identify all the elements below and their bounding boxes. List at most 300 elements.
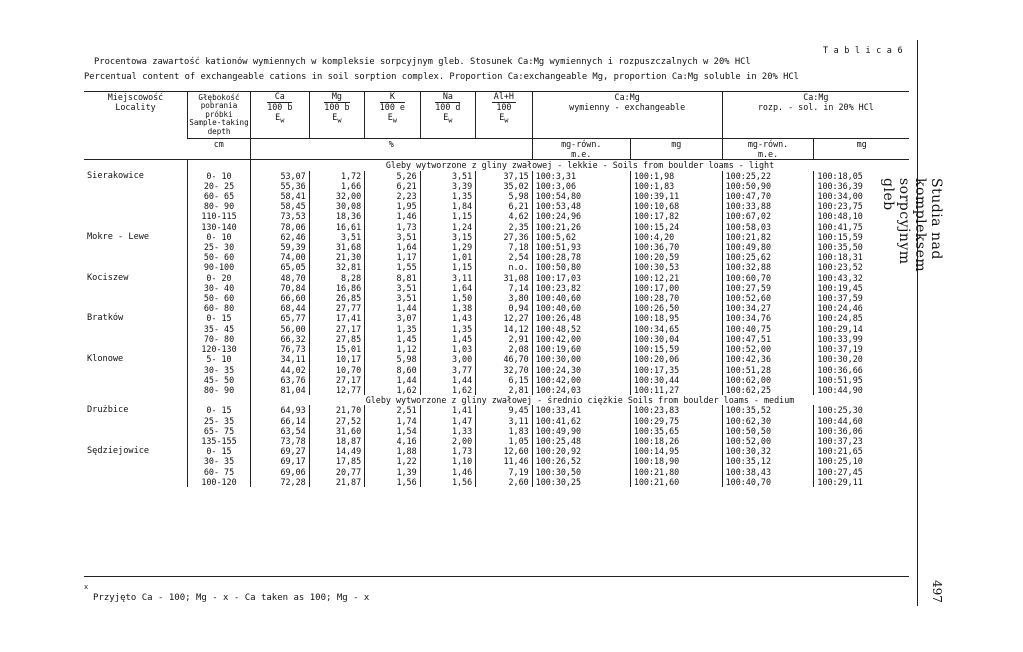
cell-value: 100:48,52 [535,323,582,334]
cell-value: 1,73 [396,221,417,232]
alh-values [476,313,533,354]
depth-values [188,273,251,314]
cell-value: 2,91 [508,333,529,344]
cell-value: 100:25,22 [725,170,772,181]
cell-value: 100:52,60 [725,293,772,304]
depth-value: 60- 80 [203,303,235,314]
cell-value: 100:47,51 [725,333,772,344]
cell-value: 65,05 [280,262,306,273]
cell-value: 63,54 [280,425,306,436]
k-values [365,354,420,395]
cell-value: 1,95 [396,201,417,212]
cell-value: 3,07 [396,313,417,324]
ex-mg-values [630,273,722,314]
cell-value: 100:12,21 [633,272,680,283]
cell-value: 3,11 [508,415,529,426]
cell-value: 100:44,90 [817,384,863,395]
cell-value: 100:29,75 [633,415,680,426]
cell-value: 100:30,53 [633,262,680,273]
cell-value: 100:30,25 [535,476,582,487]
ca-values [250,354,309,395]
cell-value: 3,51 [451,170,473,181]
sol-mg-values [814,354,909,395]
cell-value: 100:42,00 [535,333,582,344]
cell-value: 2,54 [508,252,529,263]
camg-sol-title: Ca:Mg [803,92,829,102]
cell-value: 1,73 [451,446,473,457]
locality-cell: Bratków [87,313,124,324]
cell-value: 12,60 [503,446,529,457]
cell-value: 100:5,62 [535,231,577,242]
ew-label: E [275,112,281,122]
cell-value: 3,77 [451,364,473,375]
cell-value: 3,51 [396,231,417,242]
cell-value: 6,21 [508,201,529,212]
depth-value: 100-120 [201,476,237,487]
cell-value: 12,77 [335,384,362,395]
cell-value: 37,15 [503,170,529,181]
ca-header [250,92,309,139]
cell-value: 100:17,03 [535,272,582,283]
cell-value: 100:27,59 [725,282,772,293]
cell-value: 100:18,26 [633,435,680,446]
cell-value: 100:27,45 [817,466,863,477]
banner-spacer [188,395,251,405]
cell-value: 1,44 [451,374,473,385]
header-row-2 [84,139,909,160]
locality-cell: Mokre - Lewe [87,231,150,242]
cell-value: 21,70 [335,405,362,416]
cell-value: n.o. [508,262,529,273]
cell-value: 100:1,83 [633,180,675,191]
cell-value: 1,41 [451,405,473,416]
cell-value: 100:15,24 [633,221,680,232]
cell-value: 100:48,10 [817,211,863,222]
locality-cell: Klonowe [87,354,124,365]
k-values [365,446,420,487]
cell-value: 32,00 [335,191,362,202]
cell-value: 1,74 [396,415,417,426]
depth-value: 0- 10 [206,231,232,242]
mg-values [309,313,364,354]
cell-value: 100:18,95 [633,313,680,324]
cell-value: 1,03 [451,344,473,355]
cell-value: 100:19,45 [817,282,863,293]
cell-value: 58,41 [280,191,306,202]
cell-value: 14,12 [503,323,529,334]
cell-value: 1,43 [451,313,473,324]
depth-value: 70- 80 [203,333,235,344]
cell-value: 32,81 [335,262,362,273]
cell-value: 100:37,19 [817,344,863,355]
cell-value: 27,77 [335,303,362,314]
k-values [365,232,420,273]
cell-value: 1,33 [451,425,473,436]
cell-value: 5,98 [508,191,529,202]
depth-values [188,354,251,395]
cell-value: 100:35,52 [725,405,772,416]
cell-value: 100:25,48 [535,435,582,446]
cell-value: 2,00 [451,435,473,446]
cell-value: 4,16 [396,435,417,446]
cell-value: 100:35,12 [725,456,772,467]
cell-value: 100:35,50 [817,242,863,253]
alh-header [476,92,533,139]
na-header [420,92,475,139]
cell-value: 69,17 [280,456,306,467]
cell-value: 66,32 [280,333,306,344]
cell-value: 100:51,28 [725,364,772,375]
cell-value: 100:19,60 [535,344,582,355]
ca-values [250,273,309,314]
cell-value: 100:28,70 [633,293,680,304]
cell-value: 100:3,06 [535,180,577,191]
cell-value: 44,02 [280,364,306,375]
cell-value: 100:15,59 [633,344,680,355]
depth-value: 0- 10 [206,170,232,181]
cell-value: 73,53 [280,211,306,222]
cell-value: 100:62,30 [725,415,772,426]
ex-me-values [532,273,630,314]
cell-value: 100:28,78 [535,252,582,263]
cell-value: 20,77 [335,466,362,477]
caption-polish: Procentowa zawartość kationów wymiennych w kompleksie sorpcyjnym gleb. Stosunek Ca:Mg wymiennych i rozpuszczalnych w 20% HCl [94,57,751,67]
cell-value: 100:23,82 [535,282,582,293]
k-num: K [380,92,405,103]
cell-value: 100:50,80 [535,262,582,273]
cell-value: 10,17 [335,354,362,365]
cell-value: 100:21,65 [817,446,863,457]
cell-value: 100:25,62 [725,252,772,263]
depth-value: 65- 75 [203,425,235,436]
cell-value: 3,80 [508,293,529,304]
cell-value: 100:17,00 [633,282,680,293]
cell-value: 100:33,99 [817,333,863,344]
cell-value: 2,23 [396,191,417,202]
cell-value: 1,05 [508,435,529,446]
ew-label: E [387,112,393,122]
cell-value: 2,35 [508,221,529,232]
cell-value: 31,08 [503,272,529,283]
cell-value: 100:58,03 [725,221,772,232]
depth-value: 60- 75 [203,466,235,477]
table-bottom-rule [84,576,909,577]
cell-value: 1,38 [451,303,473,314]
cell-value: 100:11,27 [633,384,680,395]
cell-value: 3,39 [451,180,473,191]
table-row [84,405,909,446]
depth-value: 0- 20 [206,272,232,283]
alh-values [476,273,533,314]
cell-value: 1,62 [396,384,417,395]
sol-me-values [722,273,814,314]
cell-value: 100:30,50 [535,466,582,477]
camg-sol-sub: rozp. - sol. in 20% HCl [757,102,874,113]
cell-value: 58,45 [280,201,306,212]
cell-value: 100:24,46 [817,303,863,314]
locality-cell: Sierakowice [87,170,144,181]
cell-value: 1,46 [396,211,417,222]
cell-value: 100:60,70 [725,272,772,283]
depth-value: 35- 45 [203,323,235,334]
cell-value: 100:30,44 [633,374,680,385]
cell-value: 1,66 [340,180,362,191]
depth-value: 25- 35 [203,415,235,426]
ew-sub: w [280,116,285,125]
cell-value: 100:36,70 [633,242,680,253]
depth-value: 90-100 [203,262,235,273]
depth-value: 0- 15 [206,446,232,457]
cell-value: 69,06 [280,466,306,477]
mg-values [309,273,364,314]
depth-value: 0- 15 [206,405,232,416]
cell-value: 1,39 [396,466,417,477]
cell-value: 35,02 [503,180,529,191]
locality-header-pl: Miejscowość [107,92,164,102]
cell-value: 1,15 [451,262,473,273]
cell-value: 81,04 [280,384,306,395]
cell-value: 66,60 [280,293,306,304]
cell-value: 100:53,48 [535,201,582,212]
mg-den: 100 b [324,101,350,112]
ex-me-values [532,232,630,273]
na-values [420,232,475,273]
k-values [365,171,420,232]
cell-value: 100:44,60 [817,415,863,426]
alh-values [476,354,533,395]
cell-value: 11,46 [503,456,529,467]
sol-mg-values [814,405,909,446]
cell-value: 100:67,02 [725,211,772,222]
cell-value: 100:23,83 [633,405,680,416]
footnote-mark: x [84,583,89,591]
ew-label: E [332,112,338,122]
footnote: Przyjęto Ca - 100; Mg - x - Ca taken as 100; Mg - x [93,593,370,603]
mg-num: Mg [324,92,349,103]
page-number: 497 [930,580,944,603]
cell-value: 100:54,80 [535,191,582,202]
alh-den: 100 [496,101,512,112]
cell-value: 7,14 [508,282,529,293]
na-values [420,313,475,354]
locality-cell: Drużbice [87,405,129,416]
cell-value: 100:40,60 [535,293,582,304]
cell-value: 100:50,50 [725,425,772,436]
sol-me-values [722,446,814,487]
cell-value: 4,62 [508,211,529,222]
me-label: m.e. [757,149,779,160]
ex-me-values [532,446,630,487]
cell-value: 2,81 [508,384,529,395]
cell-value: 3,51 [396,282,417,293]
cell-value: 3,00 [451,354,473,365]
ew-sub: w [504,116,509,125]
depth-value: 110-115 [201,211,237,222]
ca-den: 100 b [267,101,293,112]
cell-value: 27,17 [335,323,362,334]
cell-value: 100:18,05 [817,170,863,181]
cell-value: 100:42,00 [535,374,582,385]
cell-value: 30,08 [335,201,362,212]
cell-value: 1,55 [396,262,417,273]
na-den: 100 d [435,101,461,112]
cell-value: 21,87 [335,476,362,487]
depth-values [188,405,251,446]
alh-values [476,171,533,232]
percent-unit: % [250,139,532,160]
depth-value: 5- 10 [206,354,232,365]
ew-sub: w [448,116,453,125]
depth-unit: cm [188,139,251,160]
cell-value: 26,85 [335,293,362,304]
ca-values [250,171,309,232]
cell-value: 1,47 [451,415,473,426]
ca-values [250,313,309,354]
cell-value: 1,22 [396,456,417,467]
table-row [84,446,909,487]
cell-value: 5,26 [396,170,417,181]
cell-value: 100:36,66 [817,364,863,375]
cell-value: 100:34,00 [817,191,863,202]
cell-value: 100:49,80 [725,242,772,253]
cell-value: 100:50,90 [725,180,772,191]
cell-value: 1,56 [396,476,417,487]
alh-values [476,405,533,446]
cell-value: 6,15 [508,374,529,385]
cell-value: 100:20,92 [535,446,582,457]
soil-group-banner-medium [84,395,909,405]
cell-value: 100:43,32 [817,272,863,283]
cell-value: 56,00 [280,323,306,334]
cation-table [84,92,909,487]
cell-value: 100:24,96 [535,211,582,222]
alh-values [476,446,533,487]
cell-value: 100:30,04 [633,333,680,344]
banner-text: Gleby wytworzone z gliny zwałowej - średnio ciężkie Soils from boulder loams - medium [250,395,909,405]
ex-mg-values [630,405,722,446]
table-row [84,313,909,354]
cell-value: 100:51,95 [817,374,863,385]
sol-mg-values [814,313,909,354]
depth-values [188,171,251,232]
cell-value: 12,27 [503,313,529,324]
depth-value: 50- 60 [203,252,235,263]
cell-value: 18,36 [335,211,362,222]
mg-header [309,92,364,139]
k-values [365,405,420,446]
cell-value: 1,35 [451,323,473,334]
margin-rule [917,40,918,606]
na-values [420,273,475,314]
cell-value: 1,72 [340,170,362,181]
depth-value: 45- 50 [203,374,235,385]
ew-label: E [443,112,449,122]
cell-value: 100:17,82 [633,211,680,222]
cell-value: 100:37,59 [817,293,863,304]
cell-value: 100:29,14 [817,323,863,334]
cell-value: 100:36,06 [817,425,863,436]
cell-value: 100:41,75 [817,221,863,232]
cell-value: 100:14,95 [633,446,680,457]
cell-value: 3,51 [396,293,417,304]
ex-mg-values [630,354,722,395]
cell-value: 100:15,59 [817,231,863,242]
cell-value: 100:21,82 [725,231,772,242]
sol-me-values [722,313,814,354]
mg-values [309,232,364,273]
locality-header [84,92,188,160]
cell-value: 55,36 [280,180,306,191]
ew-sub: w [392,116,398,125]
table-row [84,232,909,273]
cell-value: 21,30 [335,252,362,263]
cell-value: 1,17 [396,252,417,263]
cell-value: 100:47,70 [725,191,772,202]
camg-exch-sub: wymienny - exchangeable [569,102,686,113]
cell-value: 100:62,25 [725,384,772,395]
ca-values [250,446,309,487]
depth-values [188,232,251,273]
cell-value: 64,93 [280,405,306,416]
cell-value: 5,98 [396,354,417,365]
cell-value: 100:26,52 [535,456,582,467]
cell-value: 10,70 [335,364,362,375]
cell-value: 3,51 [340,231,362,242]
cell-value: 6,21 [396,180,417,191]
cell-value: 3,15 [451,231,473,242]
ew-label: E [499,112,505,122]
cell-value: 27,36 [503,231,529,242]
cell-value: 100:34,27 [725,303,772,314]
banner-text: Gleby wytworzone z gliny zwałowej - lekkie - Soils from boulder loams - light [250,160,909,171]
cell-value: 100:26,50 [633,303,680,314]
cell-value: 100:25,10 [817,456,863,467]
cell-value: 1,45 [396,333,417,344]
sol-mg-values [814,232,909,273]
ew-sub: w [337,116,342,125]
cell-value: 1,35 [451,191,473,202]
depth-value: 80- 90 [203,201,235,212]
soil-group-banner-light [84,160,909,171]
mg-values [309,446,364,487]
caption-english: Percentual content of exchangeable cations in soil sorption complex. Proportion Ca:exchangeable Mg, proportion Ca:Mg soluble in 20% HCl [84,72,799,82]
cell-value: 17,41 [335,313,362,324]
banner-spacer [84,160,188,171]
sol-me-values [722,354,814,395]
cell-value: 59,39 [280,242,306,253]
ex-me-values [532,354,630,395]
cell-value: 100:62,00 [725,374,772,385]
cell-value: 68,44 [280,303,306,314]
cell-value: 1,29 [451,242,473,253]
cell-value: 18,87 [335,435,362,446]
cell-value: 100:35,65 [633,425,680,436]
depth-value: 0- 15 [206,313,232,324]
cell-value: 1,12 [396,344,417,355]
cell-value: 1,62 [451,384,473,395]
cell-value: 100:34,76 [725,313,772,324]
ca-values [250,232,309,273]
sol-mg-values [814,171,909,232]
ex-me-unit [532,139,630,160]
camg-exch-title: Ca:Mg [614,92,640,102]
depth-value: 135-155 [201,435,237,446]
cell-value: 100:25,30 [817,405,863,416]
cell-value: 100:38,43 [725,466,772,477]
cell-value: 100:42,36 [725,354,772,365]
cell-value: 8,28 [340,272,362,283]
ex-me-values [532,313,630,354]
